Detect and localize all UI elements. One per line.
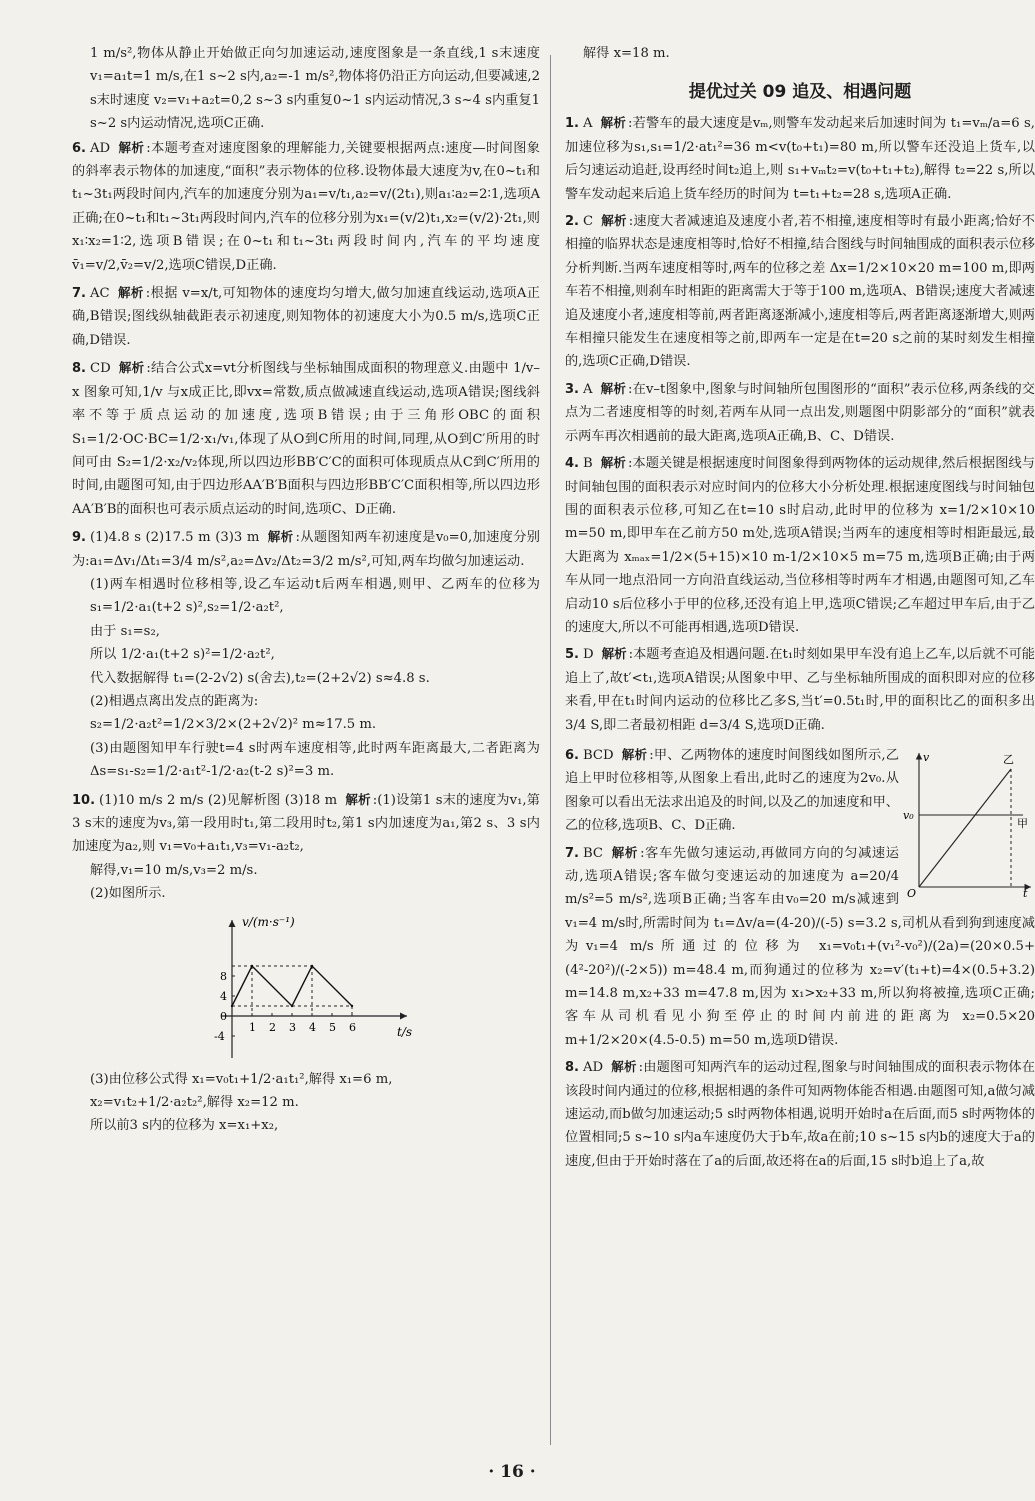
analysis-label: 解析 — [118, 360, 145, 376]
x-tick-label: 5 — [329, 1020, 336, 1034]
jia-label: 甲 — [1017, 816, 1028, 830]
x-tick-label: 1 — [249, 1020, 256, 1034]
item-number: 8. — [565, 1060, 579, 1076]
item-number: 5. — [565, 647, 579, 663]
item-answer: A — [582, 381, 593, 397]
x-axis-label: t/s — [397, 1024, 413, 1039]
answer-item-4 — [565, 451, 1035, 639]
item-number: 3. — [565, 381, 579, 397]
answer-item-1 — [565, 111, 1035, 206]
answer-item-9 — [72, 525, 540, 783]
solution-line: (2)相遇点离出发点的距离为: — [90, 693, 259, 709]
vt-figure — [903, 747, 1035, 900]
y-tick-label: 8 — [220, 969, 227, 983]
solution-line: 所以前3 s内的位移为 x=x₁+x₂, — [90, 1118, 279, 1134]
analysis-text: :从题图知两车初速度是v₀=0,加速度分别为:a₁=Δv₁/Δt₁=3/4 m/s²,a₂=Δv₂/Δt₂=3/2 m/s²,可知,两车均做匀加速运动. — [72, 530, 540, 569]
left-column — [72, 42, 540, 1138]
item-answer: B — [582, 456, 593, 472]
analysis-text: :由题图可知两汽车的运动过程,图象与时间轴围成的面积表示物体在该段时间内通过的位移,根据相遇的条件可知两物体能否相遇.由题图可知,a做匀减速运动,而b做匀加速运动;5 s时两物体相遇,说明开始时a在后面,而5 s时两物体的位置相同;5 s~10 s内a车速度仍大于b车,故a在前;10 s~15 s内b的速度大于a的速度,但由于开始时落在了a的后面,故还将在a的后面,15 s时b追上了a,故 — [565, 1060, 1035, 1169]
analysis-label: 解析 — [345, 791, 371, 807]
item-answer: (1)4.8 s (2)17.5 m (3)3 m — [89, 530, 260, 546]
item-number: 6. — [565, 747, 579, 763]
x-tick-label: 3 — [289, 1020, 296, 1034]
answer-item-3 — [565, 377, 1035, 448]
analysis-text: :本题考查对速度图象的理解能力,关键要根据两点:速度—时间图象的斜率表示物体的加速度,“面积”表示物体的位移.设物体最大速度为v,在0~t₁和t₁~3t₁两段时间内,汽车的加速度分别为a₁=v/t₁,a₂=v/(2t₁),则a₁∶a₂=2∶1,选项A正确;在0~t₁和t₁~3t₁两段时间内,汽车的位移分别为x₁=(v/2)t₁,x₂=(v/2)·2t₁,则x₁∶x₂=1∶2,选项B错误;在0~t₁和t₁~3t₁两段时间内,汽车的平均速度 v̄₁=v/2,v̄₂=v/2,选项C错误,D正确. — [72, 140, 540, 273]
q5-continuation: 1 m/s²,物体从静止开始做正向匀加速运动,速度图象是一条直线,1 s末速度 v₁=a₁t=1 m/s,在1 s~2 s内,a₂=-1 m/s²,物体将仍沿正方向运动,但要减速,2 s末时速度 v₂=v₁+a₂t=0,2 s~3 s内重复0~1 s内运动情况,3 s~4 s内重复1 s~2 s内运动情况,选项C正确. — [90, 46, 540, 132]
data-point — [231, 1004, 233, 1006]
item-number: 1. — [565, 116, 579, 132]
analysis-text: :结合公式x=vt分析图线与坐标轴围成面积的物理意义.由题中 1/v–x 图象可知,1/v 与x成正比,即vx=常数,质点做减速直线运动,选项A错误;图线斜率不等于质点运动的加速度,选项B错误;由于三角形OBC的面积 S₁=1/2·OC·BC=1/2·x₁/v₁,体现了从O到C所用的时间,同理,从O到C′所用的时间可由 S₂=1/2·x₂/v₂体现,所以四边形BB′C′C的面积可体现质点从C到C′所用的时间,由题图可知,由于四边形AA′B′B面积与四边形BB′C′C面积相等,所以四边形AA′B′B的面积也可表示质点运动的时间,选项C、D正确. — [72, 361, 540, 517]
item-number: 7. — [72, 286, 86, 302]
item-number: 10. — [72, 792, 96, 808]
solution-line: 所以 1/2·a₁(t+2 s)²=1/2·a₂t², — [90, 647, 275, 663]
x-tick-label: 2 — [269, 1020, 276, 1034]
item-number: 9. — [72, 530, 86, 546]
answer-item-5 — [565, 642, 1035, 737]
solution-line: (3)由题图知甲车行驶t=4 s时两车速度相等,此时两车距离最大,二者距离为 Δs=s₁-s₂=1/2·a₁t²-1/2·a₂(t-2 s)²=3 m. — [90, 740, 540, 780]
analysis-text: :若警车的最大速度是vₘ,则警车发动起来后加速时间为 t₁=vₘ/a=6 s,加速位移为s₁,s₁=1/2·at₁²=36 m<v(t₀+t₁)=80 m,所以警车还没追上货车,以后匀速运动追赶,设再经时间t₂追上,则 s₁+vₘt₂=v(t₀+t₁+t₂),解得 t₂=22 s,所以警车发动起来后追上货车经历的时间为 t=t₁+t₂=28 s,选项A正确. — [565, 116, 1035, 202]
item-answer: BC — [582, 845, 604, 861]
analysis-label: 解析 — [600, 455, 626, 471]
analysis-text: :(1)设第1 s末的速度为v₁,第3 s末的速度为v₃,第一段用时t₁,第二段用时t₂,第1 s内加速度为a₁,第2 s、3 s内加速度为a₂,则 v₁=v₀+a₁t₁,v₃=v₁-a₂t₂, — [72, 792, 540, 855]
item-number: 8. — [72, 361, 86, 377]
analysis-text: :在v–t图象中,图象与时间轴所包围图形的“面积”表示位移,两条线的交点为二者速度相等的时刻,若两车从同一点出发,则题图中阴影部分的“面积”就表示两车再次相遇前的最大距离,选项A正确,B、C、D错误. — [565, 381, 1035, 444]
item-number: 2. — [565, 214, 579, 230]
x-tick-label: 6 — [349, 1020, 356, 1034]
answer-item-6 — [565, 743, 1035, 900]
data-point — [251, 964, 253, 966]
answer-item-2 — [565, 209, 1035, 374]
v-label: v — [923, 750, 930, 764]
answer-item-8 — [565, 1055, 1035, 1173]
item-answer: AD — [582, 1060, 604, 1076]
solution-line: s₂=1/2·a₂t²=1/2×3/2×(2+2√2)² m≈17.5 m. — [90, 717, 377, 733]
analysis-text: :甲、乙两物体的速度时间图线如图所示,乙追上甲时位移相等,从图象上看出,此时乙的速度为2v₀.从图象可以看出无法求出追及的时间,以及乙的加速度和甲、乙的位移,选项B、C、D正确. — [565, 747, 899, 834]
t-label: t — [1023, 886, 1028, 900]
answer-item-10 — [72, 788, 540, 1138]
analysis-text: :速度大者减速追及速度小者,若不相撞,速度相等时有最小距离;恰好不相撞的临界状态是速度相等时,恰好不相撞,结合图线与时间轴围成的面积表示位移分析判断.当两车速度相等时,两车的位移之差 Δx=1/2×10×20 m=100 m,即两车若不相撞,则刹车时相距的距离需大于等于100 m,选项A、B错误;速度大者减速追及速度小者,速度相等前,两者距离逐渐减小,速度相等后,两者距离逐渐增大,则两车相撞只能发生在速度相等之前,即两车一定是在t=20 s之前的某时刻发生相撞的,选项C正确,D错误. — [565, 214, 1035, 370]
analysis-label: 解析 — [600, 380, 627, 396]
column-divider — [550, 55, 551, 1445]
y-tick-label: -4 — [214, 1029, 225, 1043]
analysis-text: :根据 v=x/t,可知物体的速度均匀增大,做匀加速直线运动,选项A正确,B错误;图线纵轴截距表示初速度,则知物体的初速度大小为0.5 m/s,选项C正确,D错误. — [72, 286, 540, 348]
y-axis-label: v/(m·s⁻¹) — [242, 914, 295, 929]
data-point — [291, 1004, 293, 1006]
item-answer: (1)10 m/s 2 m/s (2)见解析图 (3)18 m — [99, 792, 338, 808]
item-answer: CD — [89, 361, 111, 377]
solution-line: x₂=v₁t₂+1/2·a₂t₂²,解得 x₂=12 m. — [90, 1095, 299, 1111]
item-answer: AC — [89, 286, 110, 302]
analysis-text: :本题考查追及相遇问题.在t₁时刻如果甲车没有追上乙车,以后就不可能追上了,故t′<t₁,选项A错误;从图象中甲、乙与坐标轴所围成的面积即对应的位移来看,甲在t₁时间内运动的位移比乙多S,当t′=0.5t₁时,甲的面积比乙的面积多出 3/4 S,即二者最初相距 d=3/4 S,选项D正确. — [565, 647, 1035, 733]
series-line — [232, 966, 352, 1006]
vt-chart — [202, 912, 540, 1062]
solution-line: 代入数据解得 t₁=(2-2√2) s(舍去),t₂=(2+2√2) s≈4.8 s. — [90, 670, 430, 686]
analysis-text: :客车先做匀速运动,再做同方向的匀减速运动,选项A错误;客车做匀变速运动的加速度为 a=20/4 m/s²=5 m/s²,选项B正确;当客车由v₀=20 m/s减速到v₁=4 m/s时,所需时间为 t₁=Δv/a=(4-20)/(-5) s=3.2 s,司机从看到狗到速度减为v₁=4 m/s所通过的位移为 x₁=v₀t₁+(v₁²-v₀²)/(2a)=(20×0.5+(4²-20²)/(-2×5)) m=48.4 m,而狗通过的位移为 x₂=v′(t₁+t)=4×(0.5+3.2) m=14.8 m,x₂+33 m=47.8 m,因为 x₁>x₂+33 m,所以狗将被撞,选项C正确;客车从司机看见小狗至停止的时间内前进的距离为 x₂=0.5×20 m+1/2×20×(4.5-0.5) m=50 m,选项D错误. — [565, 845, 1035, 1048]
solution-line: (2)如图所示. — [90, 886, 166, 902]
solution-line: 解得 x=18 m. — [583, 46, 670, 61]
vt-figure-svg — [903, 747, 1035, 900]
right-column — [565, 42, 1035, 1173]
yi-label: 乙 — [1003, 752, 1014, 766]
item-number: 4. — [565, 456, 579, 472]
item-answer: D — [582, 647, 594, 663]
vt-chart-svg — [202, 912, 422, 1062]
solution-line: 由于 s₁=s₂, — [90, 623, 160, 639]
solution-line: (3)由位移公式得 x₁=v₀t₁+1/2·a₁t₁²,解得 x₁=6 m, — [90, 1071, 393, 1087]
answer-item-7 — [72, 281, 540, 352]
analysis-text: :本题关键是根据速度时间图象得到两物体的运动规律,然后根据图线与时间轴包围的面积表示对应时间内的位移大小分析处理.根据速度图线与时间轴包围的面积表示位移,可知乙在t=10 s时启动,此时甲的位移为 x=1/2×10×10 m=50 m,即甲车在乙前方50 m处,选项A错误;当两车的速度相等时相距最远,最大距离为 xₘₐₓ=1/2×(5+15)×10 m-1/2×10×5 m=75 m,选项B正确;由于两车从同一地点沿同一方向沿直线运动,当位移相等时两车才相遇,由题图可知,乙车启动10 s后位移小于甲的位移,还没有追上甲,选项C错误;乙车超过甲车后,由于乙的速度大,所以不可能再相遇,选项D错误. — [565, 456, 1035, 635]
solution-line: (1)两车相遇时位移相等,设乙车运动t后两车相遇,则甲、乙两车的位移为 s₁=1/2·a₁(t+2 s)²,s₂=1/2·a₂t², — [90, 576, 540, 616]
y-tick-label: 4 — [220, 989, 227, 1003]
item-answer: BCD — [582, 747, 614, 763]
item-number: 6. — [72, 140, 86, 156]
analysis-label: 解析 — [118, 139, 145, 155]
item-answer: AD — [89, 140, 111, 156]
answer-item-8 — [72, 356, 540, 521]
item-answer: C — [582, 214, 594, 230]
data-point — [351, 1004, 353, 1006]
analysis-label: 解析 — [621, 746, 648, 762]
analysis-label: 解析 — [601, 646, 627, 662]
answer-item-6 — [72, 136, 540, 277]
item-answer: A — [582, 116, 593, 132]
analysis-label: 解析 — [600, 115, 627, 131]
analysis-label: 解析 — [267, 529, 294, 545]
v0-label: v₀ — [903, 808, 914, 822]
item-number: 7. — [565, 845, 579, 861]
y-tick-label: 0 — [220, 1009, 227, 1023]
section-title: 提优过关 09 追及、相遇问题 — [688, 82, 912, 103]
analysis-label: 解析 — [611, 1059, 637, 1075]
page-number: · 16 · — [488, 1462, 536, 1482]
analysis-label: 解析 — [611, 844, 639, 860]
data-point — [311, 964, 313, 966]
origin-label: O — [907, 886, 917, 900]
analysis-label: 解析 — [117, 285, 144, 301]
solution-line: 解得,v₁=10 m/s,v₃=2 m/s. — [90, 862, 258, 878]
x-tick-label: 4 — [309, 1020, 316, 1034]
line-yi — [919, 769, 1011, 887]
analysis-label: 解析 — [601, 213, 627, 229]
